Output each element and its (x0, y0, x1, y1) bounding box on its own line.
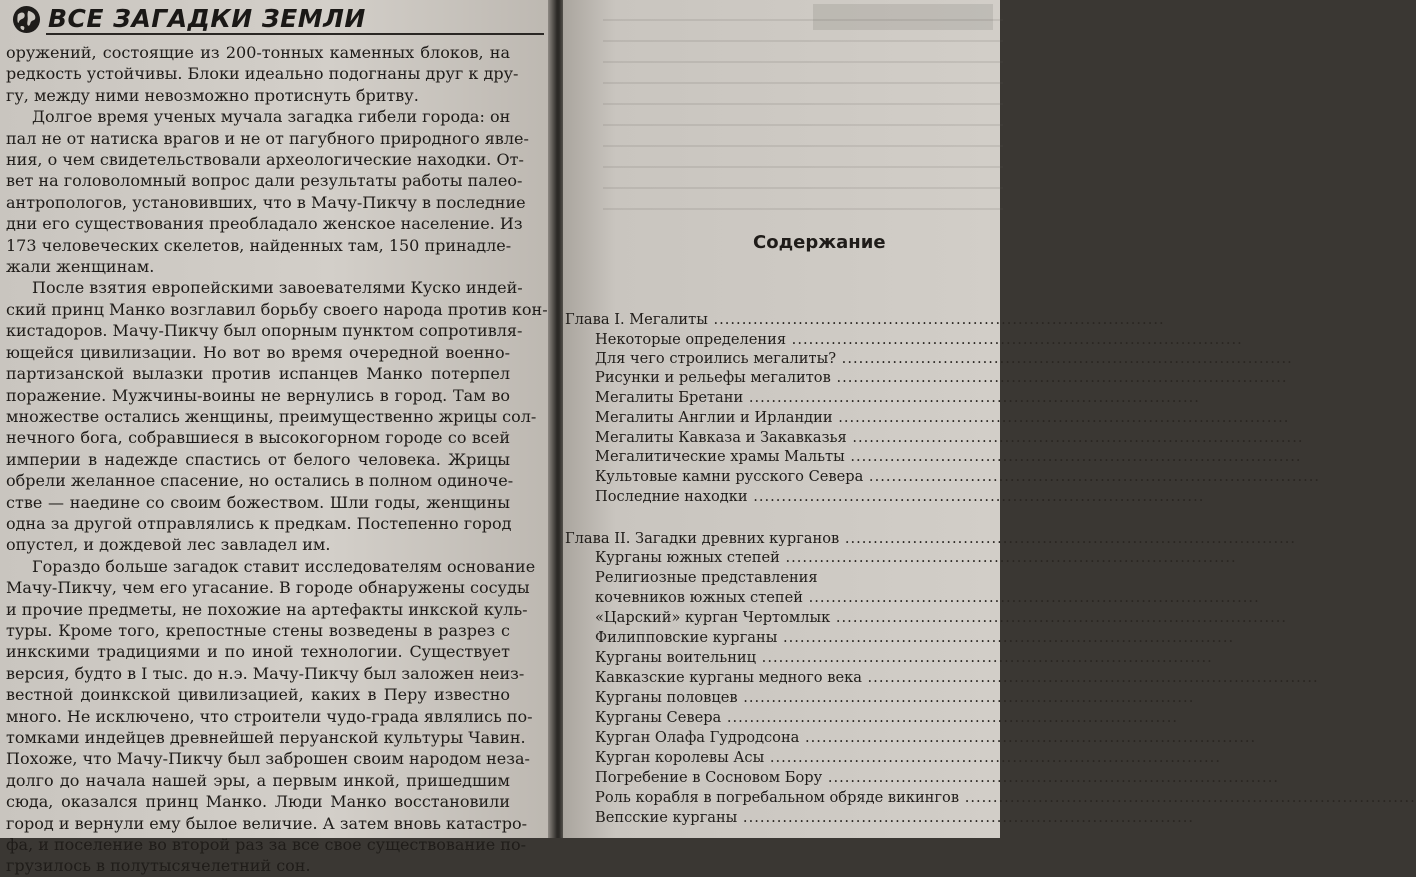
toc-entry-text: Курганы южных степей (595, 549, 780, 566)
dot-leader: ................................................................................ (799, 729, 1257, 746)
toc-section-entry (563, 368, 1288, 388)
toc-section-entry (563, 648, 1213, 668)
page-header (10, 2, 544, 36)
dot-leader: ................................................................................ (779, 549, 1237, 566)
show-through-text (603, 0, 1003, 210)
toc-section-entry (563, 447, 1302, 467)
paragraph (6, 106, 529, 277)
paragraph (6, 42, 519, 106)
header-rule (46, 33, 544, 35)
dot-leader: ................................................................................ (863, 468, 1321, 485)
dot-leader: ................................................................................ (737, 689, 1195, 706)
toc-section-entry (563, 748, 1221, 768)
text-line: После взятия европейскими завоевателями Куско индей- (32, 278, 523, 298)
toc-section-entry (563, 428, 1304, 448)
text-line: пал не от натиска врагов и не от пагубного природного явле- (6, 128, 529, 148)
text-line: редкость устойчивы. Блоки идеально подогнаны друг к дру- (6, 64, 519, 84)
toc-section-entry (563, 349, 1293, 369)
text-line: партизанской вылазки против испанцев Манко потерпел (6, 364, 510, 384)
text-line: много. Не исключено, что строители чудо-града являлись по- (6, 706, 533, 726)
text-line: ющейся цивилизации. Но вот во время очередной военно- (6, 342, 510, 362)
series-title: ВСЕ ЗАГАДКИ ЗЕМЛИ (48, 4, 366, 33)
toc-section-entry (563, 388, 1200, 408)
toc-section-entry (563, 688, 1195, 708)
text-line: томками индейцев древнейшей перуанской культуры Чавин. (6, 728, 526, 747)
dot-leader: ................................................................................ (721, 709, 1179, 726)
text-line: вет на головоломный вопрос дали результаты работы палео- (6, 171, 523, 191)
toc-section-entry (563, 588, 1260, 608)
toc-entry-text: Некоторые определения (595, 331, 787, 348)
dot-leader: ................................................................................ (786, 331, 1243, 348)
toc-section-entry (563, 568, 1000, 588)
text-line: нечного бога, собравшиеся в высокогорном городе со всей (6, 428, 510, 448)
toc-section-entry (563, 728, 1257, 748)
dot-leader: ................................................................................ (777, 629, 1235, 646)
text-line: кистадоров. Мачу-Пикчу был опорным пунктом сопротивля- (6, 321, 523, 341)
toc-section-entry (563, 467, 1321, 487)
text-line: антропологов, установивших, что в Мачу-Пикчу в последние (6, 192, 526, 212)
toc-section-entry (563, 628, 1235, 648)
paragraph (6, 556, 536, 877)
globe-icon (12, 5, 41, 34)
text-line: поражение. Мужчины-воины не вернулись в город. Там во (6, 385, 510, 405)
dot-leader: ................................................................................ (839, 530, 1297, 547)
text-line: империи в надежде спастись от белого человека. Жрицы (6, 449, 510, 469)
text-line: ский принц Манко возглавил борьбу своего народа против кон- (6, 299, 548, 319)
toc-entry-text: Роль корабля в погребальном обряде викингов (595, 789, 960, 806)
dot-leader: ................................................................................ (830, 369, 1288, 386)
dot-leader: ................................................................................ (802, 589, 1260, 606)
toc-entry-text: Курганы половцев (595, 689, 738, 706)
toc-entry-text: Курганы воительниц (595, 649, 757, 666)
toc-entry-text: Рисунки и рельефы мегалитов (595, 369, 831, 386)
text-line: гу, между ними невозможно протиснуть бритву. (6, 85, 419, 105)
text-line: город и вернули ему былое величие. А затем вновь катастро- (6, 813, 528, 833)
toc-section-entry (563, 330, 1243, 350)
toc-entry-text: Последние находки (595, 488, 748, 505)
text-line: версия, будто в I тыс. до н.э. Мачу-Пикчу был заложен неиз- (6, 663, 525, 683)
text-line: Гораздо больше загадок ставит исследователям основание (32, 556, 536, 576)
dot-leader: ................................................................................ (764, 749, 1221, 766)
toc-section-entry (563, 608, 1288, 628)
text-line: обрели желанное спасение, но остались в полном одиноче- (6, 471, 514, 491)
toc-entry-text: Глава I. Мегалиты (565, 311, 708, 328)
text-line: туры. Кроме того, крепостные стены возведены в разрез с (6, 620, 510, 640)
toc-entry-text: Кавказские курганы медного века (595, 669, 862, 686)
toc-section-entry (563, 788, 1416, 808)
toc-entry-text: Курган королевы Асы (595, 749, 765, 766)
right-page (563, 0, 1416, 838)
toc-section-entry (563, 708, 1179, 728)
toc-section-entry (563, 487, 1205, 507)
toc-entry-text: Для чего строились мегалиты? (595, 350, 837, 367)
text-line: 173 человеческих скелетов, найденных там, 150 принадле- (6, 235, 512, 255)
toc-entry-text: Мегалиты Бретани (595, 389, 744, 406)
toc-entry-text: Курган Олафа Гудродсона (595, 729, 800, 746)
text-line: стве — наедине со своим божеством. Шли годы, женщины (6, 492, 510, 512)
toc-chapter-entry (563, 310, 1165, 330)
dot-leader: ................................................................................ (832, 409, 1290, 426)
text-line: вестной доинкской цивилизацией, каких в Перу известно (6, 685, 510, 705)
text-line: жали женщинам. (6, 257, 155, 277)
toc-entry-text: Курганы Севера (595, 709, 722, 726)
text-line: ния, о чем свидетельствовали археологические находки. От- (6, 150, 524, 170)
toc-entry-text: «Царский» курган Чертомлык (595, 609, 831, 626)
dot-leader: ................................................................................ (844, 448, 1302, 465)
text-line: Мачу-Пикчу, чем его угасание. В городе обнаружены сосуды (6, 578, 530, 598)
dot-leader: ................................................................................ (846, 429, 1304, 446)
toc-section-entry (563, 548, 1237, 568)
text-line: оружений, состоящие из 200-тонных каменных блоков, на (6, 43, 510, 62)
toc-entry-text: Религиозные представления (595, 569, 818, 586)
dot-leader: ................................................................................ (756, 649, 1213, 666)
text-line: и прочие предметы, не похожие на артефакты инкской куль- (6, 599, 528, 619)
toc-entry-text: Глава II. Загадки древних курганов (565, 530, 840, 547)
dot-leader: ................................................................................ (861, 669, 1319, 686)
text-line: множестве остались женщины, преимущественно жрицы сол- (6, 406, 537, 426)
dot-leader: ................................................................................ (836, 350, 1293, 367)
text-line: сюда, оказался принц Манко. Люди Манко восстановили (6, 792, 510, 812)
dot-leader: ................................................................................ (747, 488, 1205, 505)
toc-chapter-entry (563, 529, 1297, 549)
body-text (6, 42, 548, 877)
paragraph (6, 277, 548, 555)
text-line: грузилось в полутысячелетний сон. (6, 856, 311, 876)
text-line: долго до начала нашей эры, а первым инкой, пришедшим (6, 770, 510, 790)
toc-section-entry (563, 808, 1195, 828)
text-line: Долгое время ученых мучала загадка гибели города: он (32, 107, 511, 127)
dot-leader: ................................................................................ (830, 609, 1288, 626)
toc-entry-text: Мегалиты Англии и Ирландии (595, 409, 833, 426)
text-line: дни его существования преобладало женское население. Из (6, 214, 523, 234)
toc-entry-text: Мегалитические храмы Мальты (595, 448, 845, 465)
text-line: инкскими традициями и по иной технологии. Существует (6, 642, 510, 662)
toc-entry-text: Вепсские курганы (595, 809, 738, 826)
dot-leader: ................................................................................ (743, 389, 1200, 406)
toc-entry-text: Филипповские курганы (595, 629, 778, 646)
text-line: Похоже, что Мачу-Пикчу был заброшен своим народом неза- (6, 749, 530, 769)
text-line: одна за другой отправлялись к предкам. Постепенно город (6, 513, 512, 533)
text-line: фа, и поселение во второй раз за все свое существование по- (6, 835, 526, 855)
left-page (0, 0, 552, 876)
toc-section-entry (563, 408, 1290, 428)
toc-section-entry (563, 768, 1279, 788)
dot-leader: ................................................................................ (822, 769, 1279, 786)
dot-leader: ................................................................................ (959, 789, 1416, 806)
text-line: опустел, и дождевой лес завладел им. (6, 535, 331, 555)
toc-entry-text: Мегалиты Кавказа и Закавказья (595, 429, 847, 446)
toc-section-entry (563, 668, 1319, 688)
toc-entry-text: Культовые камни русского Севера (595, 468, 864, 485)
toc-title: Содержание (753, 232, 886, 253)
toc-entry-text: кочевников южных степей (595, 589, 803, 606)
toc-entry-text: Погребение в Сосновом Бору (595, 769, 823, 786)
dot-leader: ................................................................................ (737, 809, 1195, 826)
dot-leader: ................................................................................ (707, 311, 1165, 328)
